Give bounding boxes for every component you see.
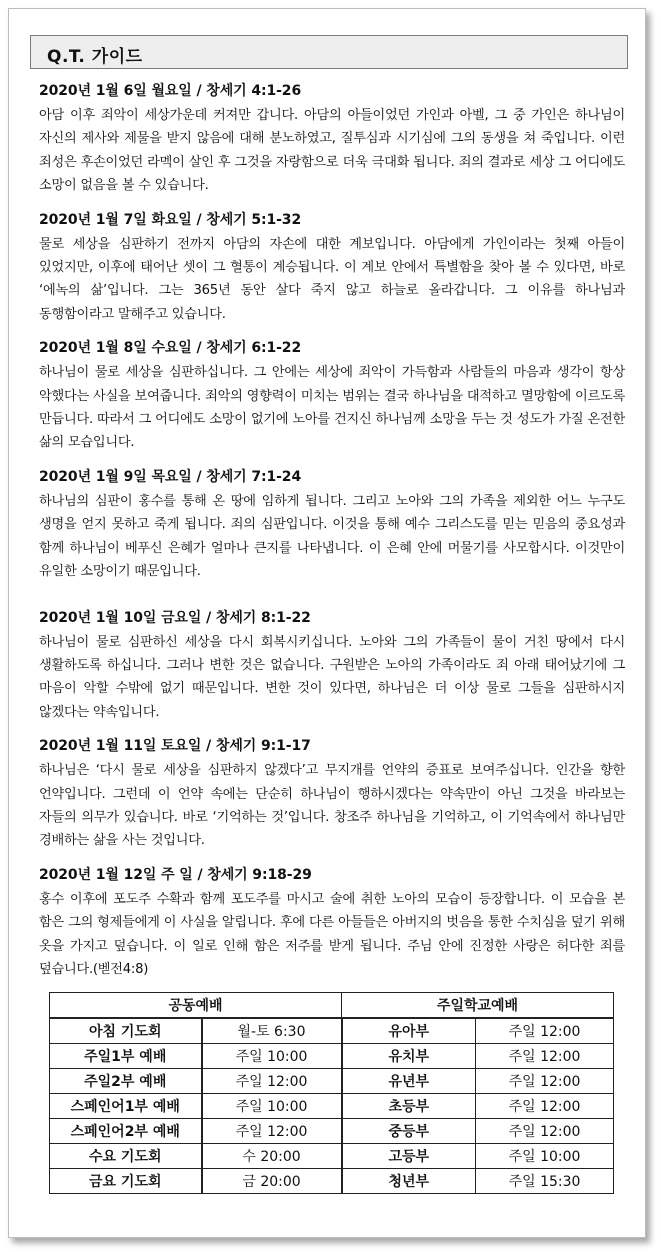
devotion-entry — [39, 210, 625, 327]
schedule-row — [50, 1169, 614, 1194]
qt-guide-title: Q.T. 가이드 — [47, 47, 143, 67]
devotion-heading: 2020년 1월 10일 금요일 / 창세기 8:1-22 — [39, 609, 311, 626]
schedule-time: 주일 10:00 — [476, 1144, 614, 1169]
devotion-heading: 2020년 1월 9일 목요일 / 창세기 7:1-24 — [39, 468, 302, 485]
schedule-time: 주일 12:00 — [476, 1094, 614, 1119]
schedule-time: 주일 12:00 — [202, 1119, 342, 1144]
devotion-text: 홍수 이후에 포도주 수확과 함께 포도주를 마시고 술에 취한 노아의 모습이 등장합니다. 이 모습을 본 함은 그의 형제들에게 이 사실을 알립니다. 후에 다른 아들들은 아버지의 벗음을 통한 수치심을 덮기 위해 옷을 가지고 덮습니다. 이 일로 인해 함은 저주를 받게 됩니다. 주님 안에 진정한 사랑은 허다한 죄를 덮습니다.(벧전4:8) — [39, 891, 625, 977]
schedule-row — [50, 1069, 614, 1094]
schedule-label: 스페인어1부 예배 — [50, 1094, 202, 1119]
devotion-entry — [39, 338, 625, 455]
devotion-heading: 2020년 1월 8일 수요일 / 창세기 6:1-22 — [39, 340, 302, 357]
devotion-heading: 2020년 1월 6일 월요일 / 창세기 4:1-26 — [39, 83, 302, 99]
schedule-label: 주일1부 예배 — [50, 1044, 202, 1069]
schedule-label: 수요 기도회 — [50, 1144, 202, 1169]
devotion-entry — [39, 736, 625, 853]
schedule-label: 유아부 — [342, 1018, 476, 1044]
schedule-time: 수 20:00 — [202, 1144, 342, 1169]
devotion-entry — [39, 865, 625, 982]
devotion-text: 하나님이 물로 세상을 심판하십니다. 그 안에는 세상에 죄악이 가득함과 사람들의 마음과 생각이 항상 악했다는 사실을 보여줍니다. 죄악의 영향력이 미치는 범위는 결국 하나님을 대적하고 멸망함에 이르도록 만듭니다. 따라서 그 어디에도 소망이 없기에 노아를 건지신 하나님께 소망을 두는 것 성도가 가질 온전한 삶의 모습입니다. — [39, 365, 625, 451]
devotion-text: 하나님의 심판이 홍수를 통해 온 땅에 임하게 됩니다. 그리고 노아와 그의 가족을 제외한 어느 누구도 생명을 얻지 못하고 죽게 됩니다. 죄의 심판입니다. 이것을 통해 예수 그리스도를 믿는 믿음의 중요성과 함께 하나님이 베푸신 은혜가 얼마나 큰지를 나타냅니다. 이 은혜 안에 머물기를 사모합시다. 이것만이 유일한 소망이기 때문입니다. — [39, 493, 625, 580]
schedule-header-worship: 공동예배 — [50, 993, 342, 1019]
schedule-label: 주일2부 예배 — [50, 1069, 202, 1094]
schedule-label: 유년부 — [342, 1069, 476, 1094]
schedule-time: 월-토 6:30 — [202, 1018, 342, 1044]
schedule-row — [50, 1094, 614, 1119]
schedule-label: 중등부 — [342, 1119, 476, 1144]
schedule-label: 스페인어2부 예배 — [50, 1119, 202, 1144]
schedule-row — [50, 1119, 614, 1144]
schedule-time: 주일 12:00 — [476, 1069, 614, 1094]
schedule-time: 주일 15:30 — [476, 1169, 614, 1194]
schedule-time: 금 20:00 — [202, 1169, 342, 1194]
schedule-label: 청년부 — [342, 1169, 476, 1194]
schedule-time: 주일 12:00 — [476, 1119, 614, 1144]
devotion-entry — [39, 81, 625, 198]
devotion-heading: 2020년 1월 7일 화요일 / 창세기 5:1-32 — [39, 211, 302, 228]
schedule-label: 아침 기도회 — [50, 1018, 202, 1044]
schedule-row — [50, 1018, 614, 1044]
schedule-time: 주일 12:00 — [476, 1018, 614, 1044]
schedule-label: 초등부 — [342, 1094, 476, 1119]
devotion-text: 물로 세상을 심판하기 전까지 아담의 자손에 대한 계보입니다. 아담에게 가인이라는 첫째 아들이 있었지만, 이후에 태어난 셋이 그 혈통이 계승됩니다. 이 계보 안에서 특별함을 찾아 볼 수 있다면, 바로 ‘에녹의 삶’입니다. 그는 365년 동안 살다 죽지 않고 하늘로 올라갑니다. 그 이유를 하나님과 동행함이라고 말해주고 있습니다. — [39, 236, 625, 322]
devotion-list — [39, 77, 625, 993]
devotion-text: 아담 이후 죄악이 세상가운데 커져만 갑니다. 아담의 아들이었던 가인과 아벨, 그 중 가인은 하나님이 자신의 제사와 제물을 받지 않음에 대해 분노하였고, 질투심과 시기심에 그의 동생을 쳐 죽입니다. 이런 죄성은 후손이었던 라멕이 살인 후 그것을 자랑함으로 더욱 극대화 됩니다. 죄의 결과로 세상 그 어디에도 소망이 없음을 볼 수 있습니다. — [39, 108, 625, 194]
devotion-heading: 2020년 1월 11일 토요일 / 창세기 9:1-17 — [39, 738, 311, 755]
schedule-row — [50, 1044, 614, 1069]
schedule-header-sunday-school: 주일학교예배 — [342, 993, 614, 1019]
schedule-time: 주일 10:00 — [202, 1044, 342, 1069]
bulletin-page — [8, 8, 646, 1238]
devotion-text: 하나님은 ‘다시 물로 세상을 심판하지 않겠다’고 무지개를 언약의 증표로 보여주십니다. 인간을 향한 언약입니다. 그런데 이 언약 속에는 단순히 하나님이 행하시겠다는 약속만이 아닌 그것을 바라보는 자들의 의무가 있습니다. 바로 ‘기억하는 것’입니다. 창조주 하나님을 기억하고, 이 기억속에서 하나님만 경배하는 삶을 사는 것입니다. — [39, 763, 625, 849]
schedule-time: 주일 10:00 — [202, 1094, 342, 1119]
devotion-entry — [39, 467, 625, 584]
schedule-label: 금요 기도회 — [50, 1169, 202, 1194]
devotion-heading: 2020년 1월 12일 주 일 / 창세기 9:18-29 — [39, 866, 312, 883]
devotion-text: 하나님이 물로 심판하신 세상을 다시 회복시키십니다. 노아와 그의 가족들이 물이 거친 땅에서 다시 생활하도록 하십니다. 그러나 변한 것은 없습니다. 구원받은 노아의 가족이라도 죄 아래 태어났기에 그 마음이 악할 수밖에 없기 때문입니다. 변한 것이 있다면, 하나님은 더 이상 물로 그들을 심판하시지 않겠다는 약속입니다. — [39, 634, 625, 720]
schedule-time: 주일 12:00 — [202, 1069, 342, 1094]
schedule-label: 고등부 — [342, 1144, 476, 1169]
worship-schedule-table — [49, 992, 614, 1194]
devotion-entry — [39, 608, 625, 725]
qt-guide-title-box — [30, 35, 628, 69]
schedule-label: 유치부 — [342, 1044, 476, 1069]
schedule-row — [50, 1144, 614, 1169]
schedule-time: 주일 12:00 — [476, 1044, 614, 1069]
